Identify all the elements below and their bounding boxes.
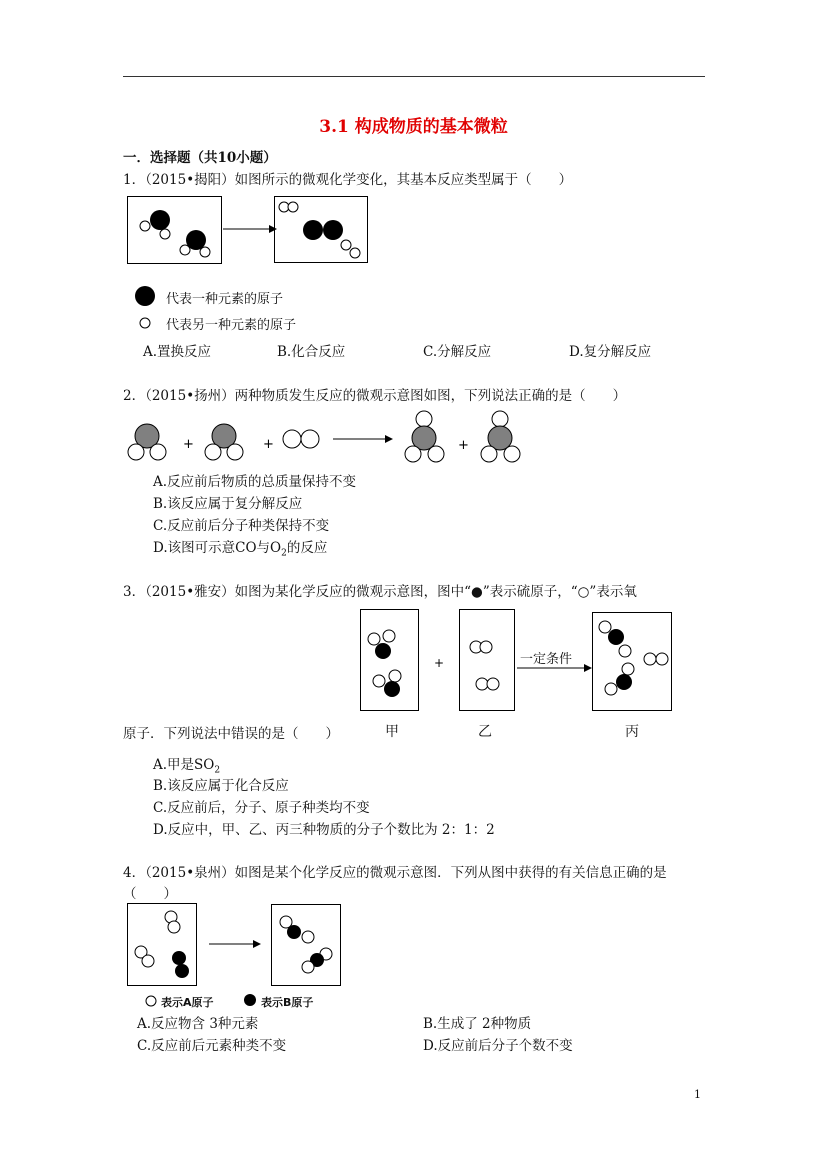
q3-diagram (360, 609, 675, 713)
q4-legend-b-icon (243, 993, 257, 1007)
svg-text:+: + (458, 438, 469, 453)
page-number: 1 (694, 1088, 701, 1101)
q1-option-a: A.置换反应 (143, 344, 212, 360)
q3-label-yi: 乙 (478, 724, 492, 740)
page-title: 3.1 构成物质的基本微粒 (319, 117, 508, 137)
q3-option-b: B.该反应属于化合反应 (153, 778, 289, 794)
header-rule (123, 76, 705, 77)
q2-stem: 2．（2015•扬州）两种物质发生反应的微观示意图如图，下列说法正确的是（ ） (123, 388, 627, 404)
q1-stem: 1．（2015•揭阳）如图所示的微观化学变化，其基本反应类型属于（ ） (123, 172, 573, 188)
q4-option-d: D.反应前后分子个数不变 (423, 1038, 573, 1054)
q4-diagram (127, 903, 345, 989)
q1-option-c: C.分解反应 (423, 344, 492, 360)
svg-text:+: + (183, 437, 194, 452)
q1-legend-black-icon (134, 285, 156, 307)
q4-option-b: B.生成了 2种物质 (423, 1016, 532, 1032)
q4-stem-line1: 4．（2015•泉州）如图是某个化学反应的微观示意图．下列从图中获得的有关信息正确的是 (123, 865, 667, 881)
q3-condition-label: 一定条件 (520, 652, 573, 667)
q3-label-bing: 丙 (625, 724, 639, 740)
q4-option-a: A.反应物含 3种元素 (137, 1016, 259, 1032)
q1-legend-white-icon (138, 316, 152, 330)
q2-option-a: A.反应前后物质的总质量保持不变 (153, 474, 357, 490)
q4-option-c: C.反应前后元素种类不变 (137, 1038, 287, 1054)
q2-option-b: B.该反应属于复分解反应 (153, 496, 303, 512)
q1-legend-white-label: 代表另一种元素的原子 (166, 318, 297, 333)
svg-text:+: + (434, 656, 445, 670)
q3-option-d: D.反应中，甲、乙、丙三种物质的分子个数比为 2：1：2 (153, 822, 495, 838)
q3-label-jia: 甲 (385, 724, 399, 740)
q3-option-c: C.反应前后，分子、原子种类均不变 (153, 800, 370, 816)
q2-option-d: D.该图可示意CO与$O_2$的反应 (153, 540, 328, 559)
q3-option-a: A.甲是$SO_2$ (153, 757, 221, 776)
q1-diagram (127, 196, 372, 266)
q4-legend-b-label: 表示B原子 (261, 996, 314, 1009)
q3-stem-line2: 原子．下列说法中错误的是（ ） (123, 726, 339, 742)
section-heading: 一．选择题（共10小题） (123, 150, 277, 166)
q1-option-b: B.化合反应 (277, 344, 346, 360)
q4-legend-a-icon (145, 995, 157, 1007)
q4-stem-line2: （ ） (123, 886, 177, 902)
q2-diagram (125, 406, 530, 468)
q4-legend-a-label: 表示A原子 (161, 996, 214, 1009)
q3-stem-line1: 3．（2015•雅安）如图为某化学反应的微观示意图，图中“●”表示硫原子，“○”表示氧 (123, 584, 637, 600)
q2-option-c: C.反应前后分子种类保持不变 (153, 518, 330, 534)
svg-text:+: + (263, 437, 274, 452)
q1-option-d: D.复分解反应 (569, 344, 652, 360)
q1-legend-black-label: 代表一种元素的原子 (166, 292, 284, 307)
